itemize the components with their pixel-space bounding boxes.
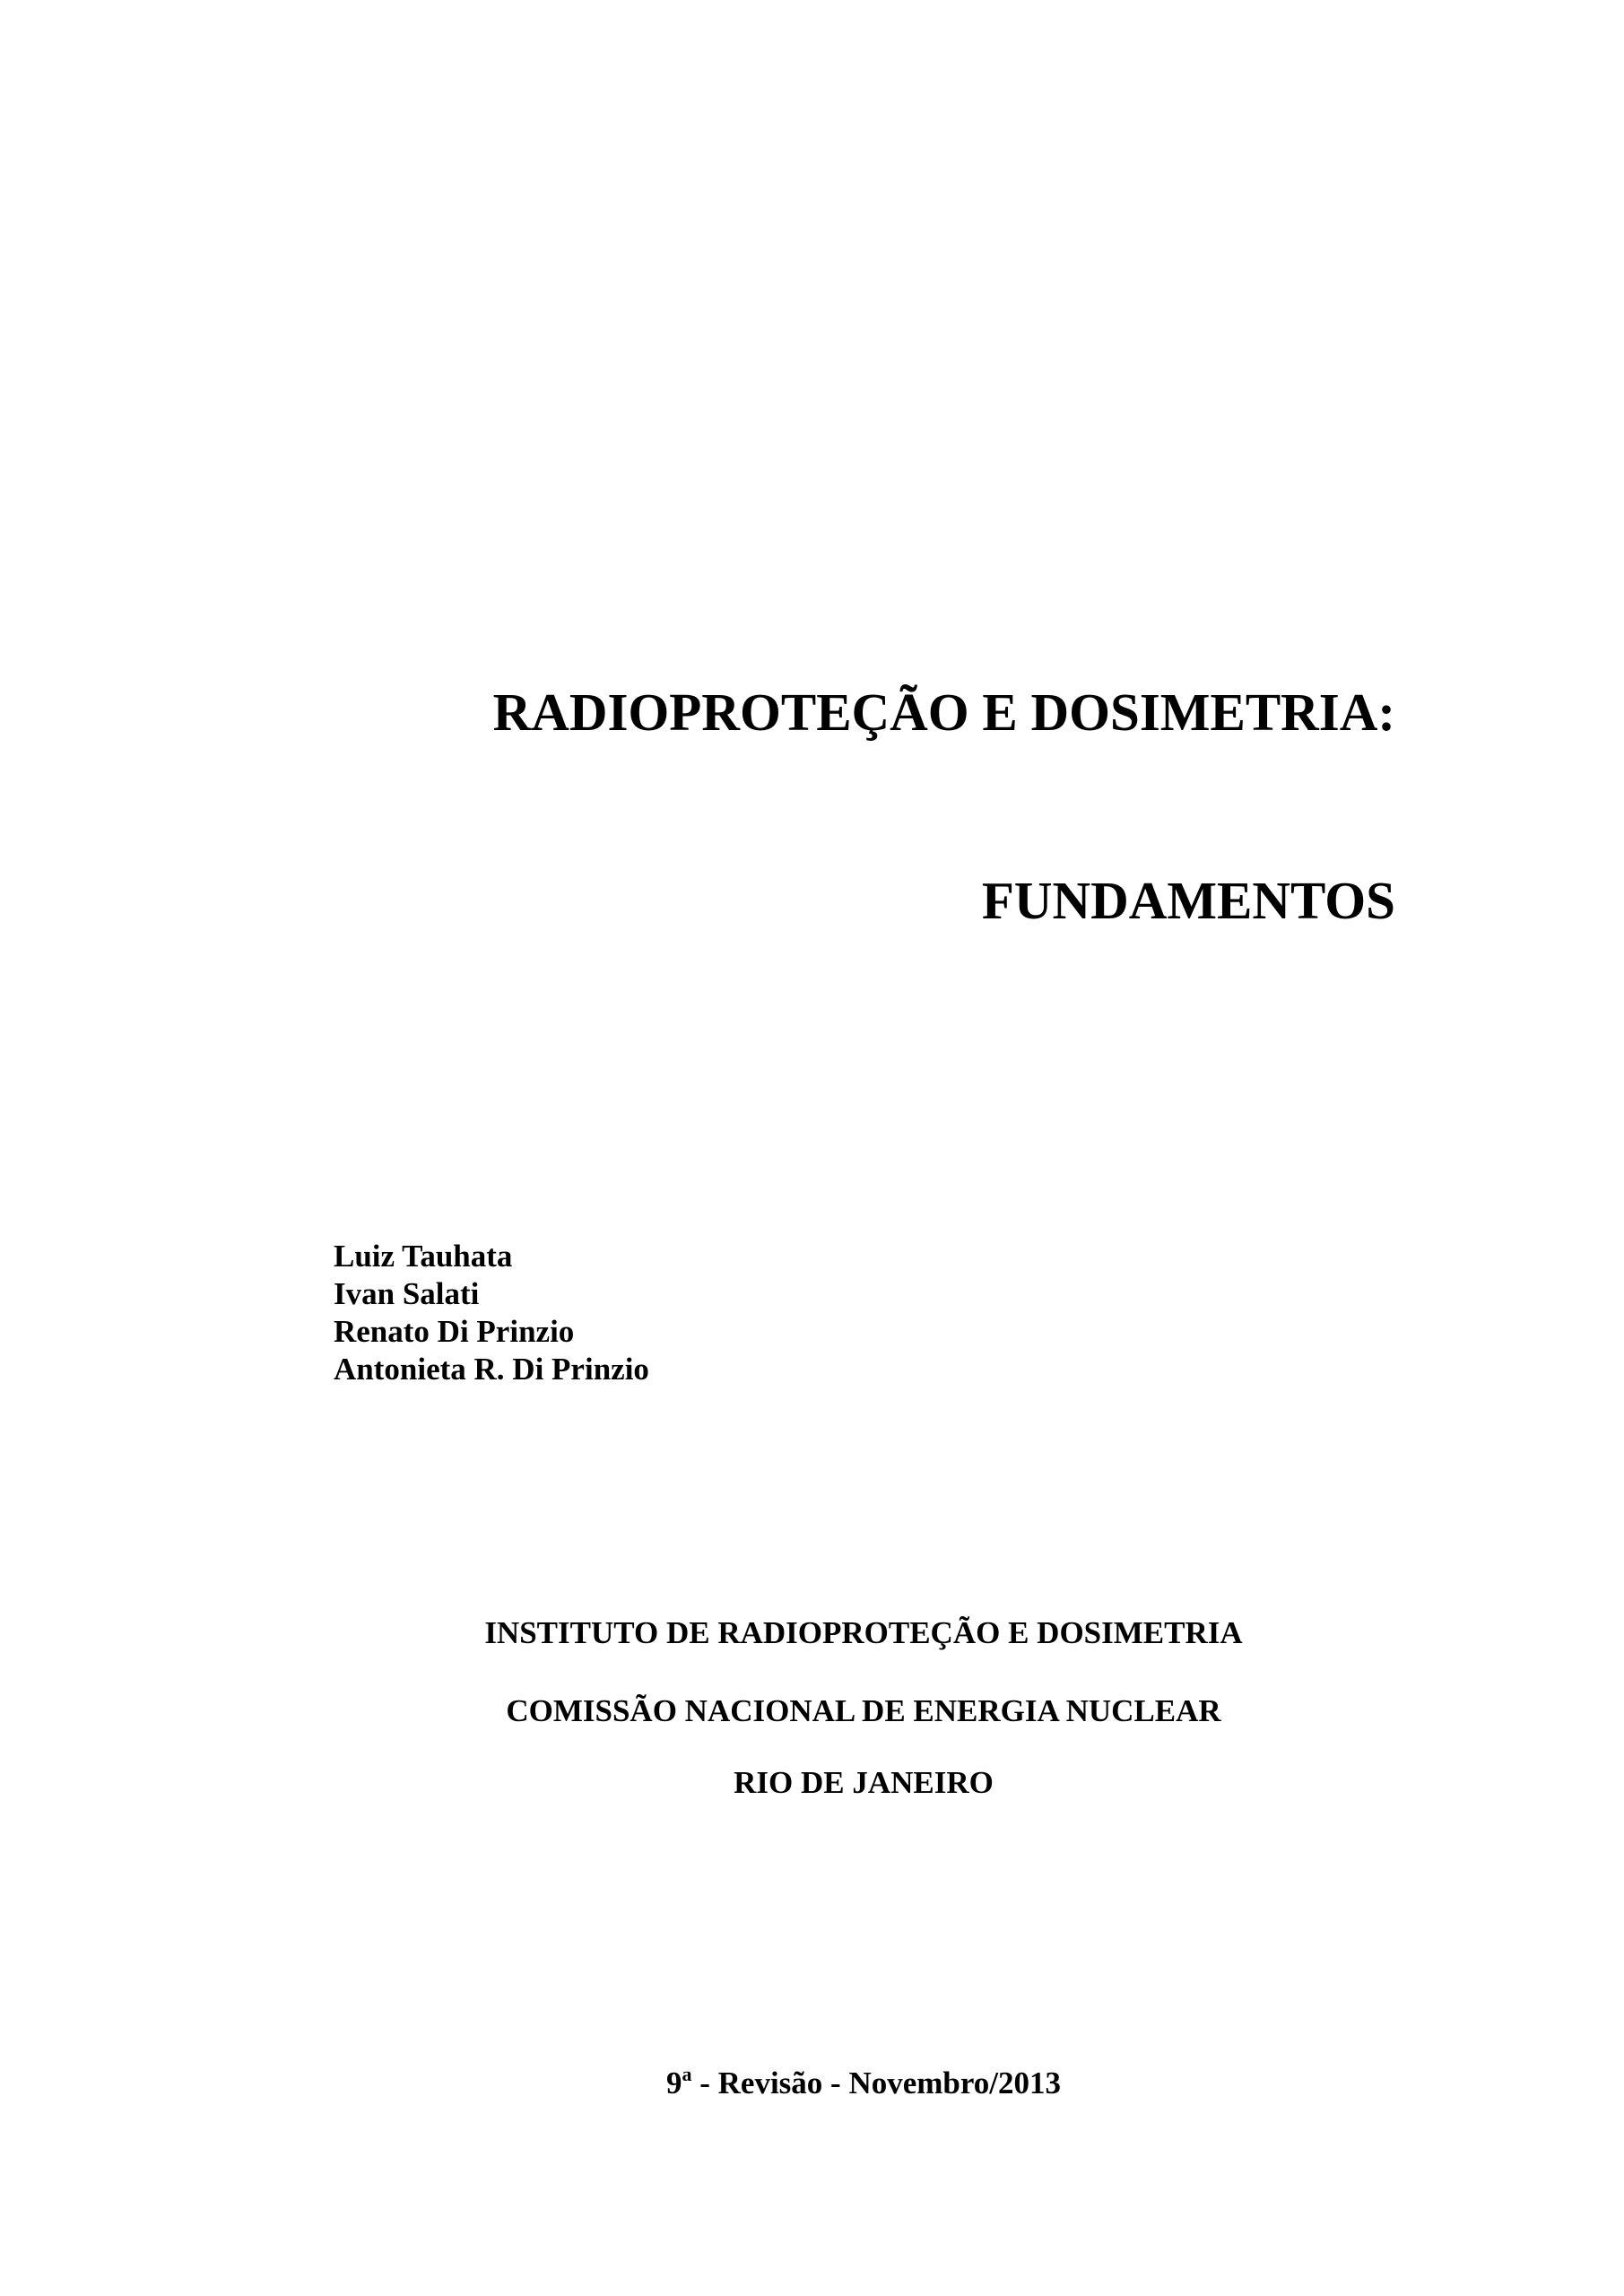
document-title: RADIOPROTEÇÃO E DOSIMETRIA: [492, 683, 1395, 742]
author-name: Luiz Tauhata [334, 1239, 513, 1274]
commission-name: COMISSÃO NACIONAL DE ENERGIA NUCLEAR [506, 1693, 1221, 1728]
author-name: Renato Di Prinzio [334, 1314, 575, 1349]
revision-ordinal-suffix: a [682, 2063, 692, 2085]
revision-date: - Revisão - Novembro/2013 [691, 2066, 1062, 2100]
revision-line [0, 2063, 1624, 2100]
document-subtitle: FUNDAMENTOS [981, 871, 1395, 930]
author-name: Antonieta R. Di Prinzio [334, 1352, 649, 1387]
author-name: Ivan Salati [334, 1276, 480, 1311]
author-list [334, 1238, 649, 1388]
revision-number: 9 [665, 2066, 682, 2100]
city-name: RIO DE JANEIRO [734, 1765, 994, 1800]
institute-name: INSTITUTO DE RADIOPROTEÇÃO E DOSIMETRIA [484, 1615, 1243, 1650]
